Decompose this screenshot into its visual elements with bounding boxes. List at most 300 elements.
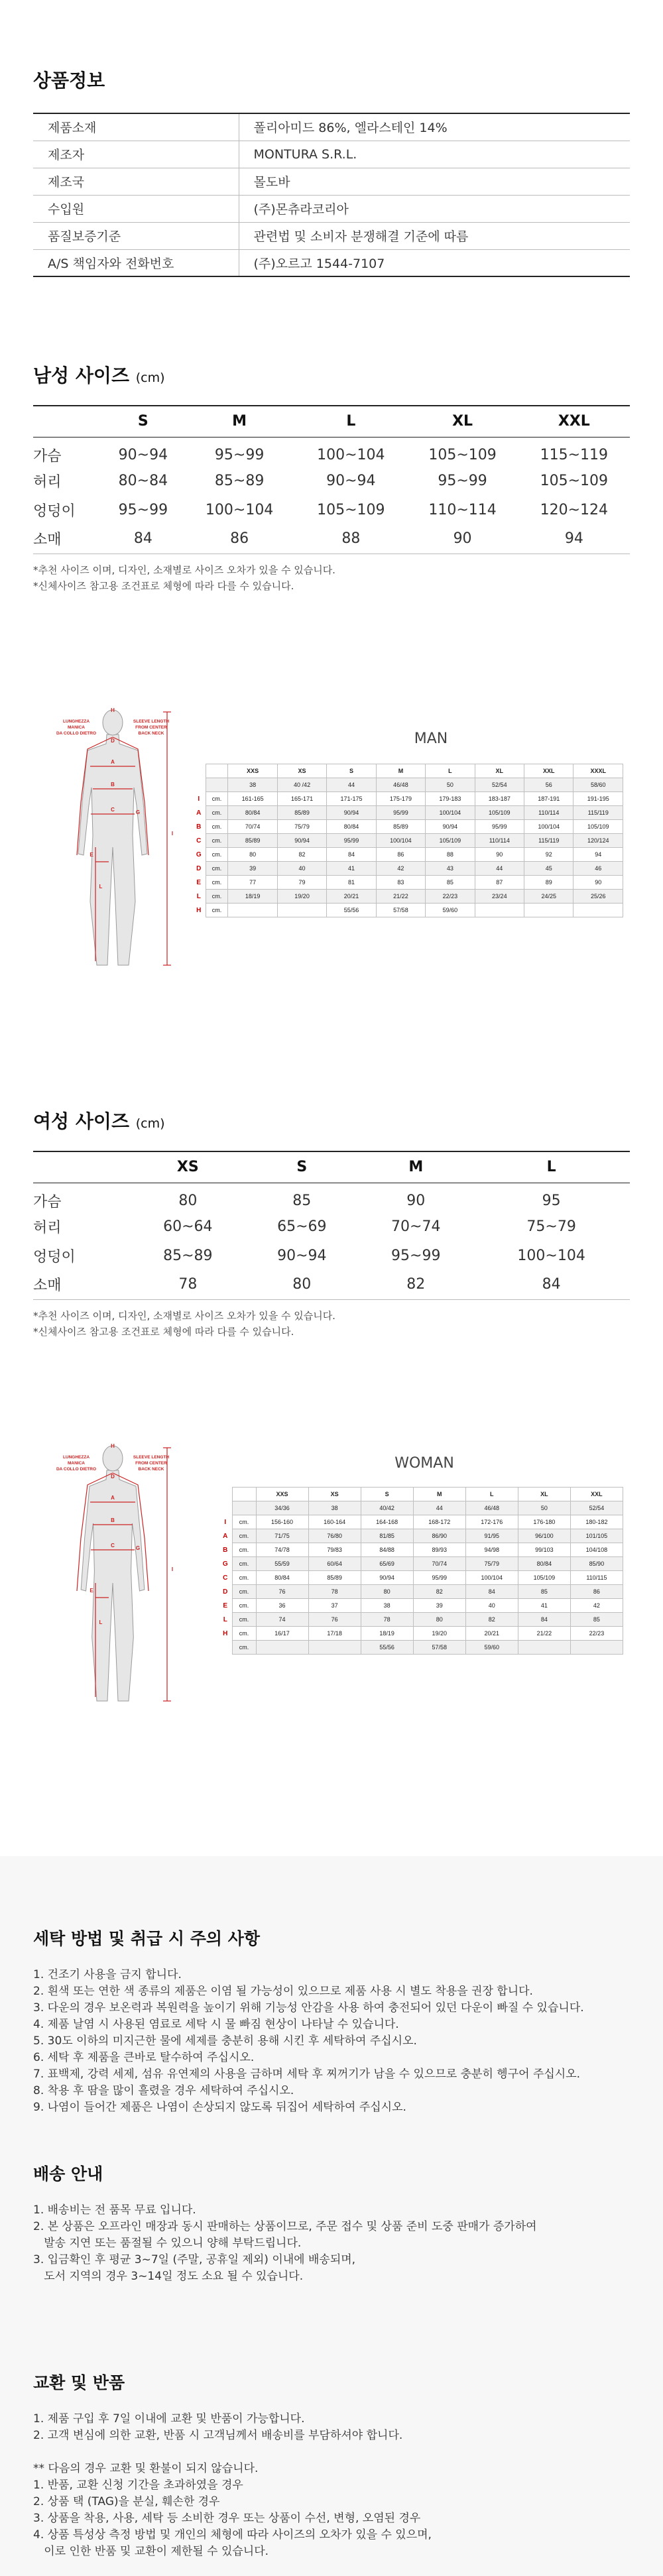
measure-row	[219, 1529, 623, 1543]
measure-cell: 56	[524, 778, 573, 792]
size-header-blank	[33, 406, 103, 437]
measure-cell: cm.	[232, 1599, 256, 1613]
product-info-section	[33, 66, 630, 277]
woman-measure-table	[219, 1487, 623, 1655]
measure-row	[219, 1543, 623, 1557]
measure-cell: 40	[277, 862, 326, 876]
men-size-diagram	[40, 703, 623, 981]
measure-cell: 176-180	[518, 1515, 570, 1529]
measure-cell: 187-191	[524, 792, 573, 806]
measure-cell: 45	[524, 862, 573, 876]
measure-row	[219, 1515, 623, 1529]
returns-section	[33, 2370, 636, 2560]
measure-cell: 85/89	[228, 834, 277, 848]
measure-cell: 94/98	[465, 1543, 518, 1557]
measure-letter: B	[111, 1517, 115, 1523]
measure-cell: 52/54	[475, 778, 524, 792]
measure-side-letter: L	[223, 1615, 227, 1623]
measure-cell: 19/20	[277, 890, 326, 904]
measure-row	[192, 848, 623, 862]
size-row	[33, 466, 630, 495]
measure-letter: B	[111, 782, 115, 788]
measure-cell: 105/109	[475, 806, 524, 820]
measure-cell: 95/99	[413, 1571, 465, 1585]
returns-title: 교환 및 반품	[33, 2373, 125, 2392]
measure-cell: 85	[518, 1585, 570, 1599]
woman-body-figure	[40, 1435, 186, 1714]
measure-side-letter	[219, 1641, 232, 1655]
measure-cell: 96/100	[518, 1529, 570, 1543]
size-cell: 110~114	[428, 501, 497, 518]
measure-header: L	[465, 1488, 518, 1501]
measure-letter: G	[135, 1545, 141, 1551]
shipping-title: 배송 안내	[33, 2164, 103, 2184]
size-header: XXL	[518, 406, 630, 437]
size-cell: 82	[359, 1270, 473, 1299]
measure-cell: cm.	[232, 1585, 256, 1599]
size-header-row	[33, 1151, 630, 1183]
measure-cell: 160-164	[308, 1515, 361, 1529]
measure-cell: 100/104	[524, 820, 573, 834]
measure-cell: 50	[426, 778, 475, 792]
product-info-key: 수입원	[33, 195, 239, 222]
size-cell: 100~104	[517, 1247, 585, 1264]
measure-cell: 110/114	[475, 834, 524, 848]
measure-cell: 104/108	[570, 1543, 623, 1557]
measure-cell: 18/19	[228, 890, 277, 904]
measure-cell: 24/25	[524, 890, 573, 904]
measure-cell: 161-165	[228, 792, 277, 806]
measure-cell: 105/109	[518, 1571, 570, 1585]
size-cell: 80	[178, 1192, 198, 1209]
measure-cell: 76/80	[308, 1529, 361, 1543]
measure-cell: 38	[308, 1501, 361, 1515]
measure-cell	[228, 904, 277, 917]
measure-cell	[524, 904, 573, 917]
women-size-notes	[33, 1308, 630, 1340]
measure-letter: I	[171, 831, 174, 837]
size-note-line: *추천 사이즈 이며, 디자인, 소재별로 사이즈 오차가 있을 수 있습니다.	[33, 563, 335, 576]
measure-cell: cm.	[206, 890, 228, 904]
size-cell: 85~89	[214, 472, 265, 489]
product-info-value: 몰도바	[239, 168, 630, 195]
size-cell: 94	[518, 524, 630, 554]
sleeve-caption-left: LUNGHEZZA	[62, 719, 90, 724]
product-info-value: MONTURA S.R.L.	[239, 141, 630, 168]
measure-cell: cm.	[206, 904, 228, 917]
measure-cell: 44	[475, 862, 524, 876]
measure-header: S	[361, 1488, 413, 1501]
measure-side-letter: I	[224, 1518, 227, 1526]
sleeve-caption-left: MANICA	[68, 725, 85, 730]
measure-cell: 179-183	[426, 792, 475, 806]
measure-row	[192, 820, 623, 834]
measure-cell: 90/94	[277, 834, 326, 848]
product-info-row	[33, 113, 630, 141]
measure-cell: 85/89	[376, 820, 425, 834]
measure-header: XXL	[570, 1488, 623, 1501]
size-row-label: 허리	[33, 473, 62, 491]
measure-side-letter: E	[223, 1602, 228, 1610]
measure-cell: 43	[426, 862, 475, 876]
size-row	[33, 437, 630, 466]
measure-header: XS	[308, 1488, 361, 1501]
measure-cell: 80/84	[518, 1557, 570, 1571]
measure-cell: 34/36	[256, 1501, 308, 1515]
measure-cell: cm.	[232, 1571, 256, 1585]
measure-letter: H	[111, 1443, 115, 1449]
women-size-table	[33, 1151, 630, 1300]
product-info-row	[33, 222, 630, 249]
measure-cell: 87	[475, 876, 524, 890]
measure-cell: 101/105	[570, 1529, 623, 1543]
product-info-value: (주)오르고 1544-7107	[239, 249, 630, 276]
measure-cell: 59/60	[465, 1641, 518, 1655]
measure-cell: 90	[573, 876, 623, 890]
size-cell: 65~69	[277, 1218, 327, 1235]
size-cell: 75~79	[526, 1218, 576, 1235]
product-info-value: (주)몬츄라코리아	[239, 195, 630, 222]
size-header: XS	[131, 1151, 245, 1183]
measure-cell: 115/119	[573, 806, 623, 820]
measure-cell	[475, 904, 524, 917]
sleeve-caption-left: MANICA	[68, 1461, 85, 1466]
measure-cell: 78	[361, 1613, 413, 1627]
measure-cell: 57/58	[376, 904, 425, 917]
measure-cell: 99/103	[518, 1543, 570, 1557]
measure-cell: 86	[570, 1585, 623, 1599]
measure-side-letter: E	[196, 878, 202, 886]
size-note-line: *추천 사이즈 이며, 디자인, 소재별로 사이즈 오차가 있을 수 있습니다.	[33, 1309, 335, 1322]
measure-letter: A	[111, 759, 115, 765]
measure-cell: 70/74	[228, 820, 277, 834]
measure-cell: 50	[518, 1501, 570, 1515]
product-info-key: A/S 책임자와 전화번호	[33, 249, 239, 276]
measure-cell: 85	[570, 1613, 623, 1627]
measure-cell: 20/21	[465, 1627, 518, 1641]
size-cell: 60~64	[163, 1218, 213, 1235]
measure-cell: 36	[256, 1599, 308, 1613]
measure-side-letter: D	[223, 1588, 228, 1596]
measure-cell: 165-171	[277, 792, 326, 806]
measure-side-letter: G	[222, 1560, 228, 1568]
measure-cell: 110/114	[524, 806, 573, 820]
measure-header: XXL	[524, 764, 573, 778]
size-cell: 95~99	[118, 501, 168, 518]
size-cell: 100~104	[205, 501, 274, 518]
measure-side-letter: B	[196, 823, 202, 831]
measure-cell: 89	[524, 876, 573, 890]
measure-cell: cm.	[206, 806, 228, 820]
measure-letter: H	[111, 707, 115, 713]
measure-cell: cm.	[206, 792, 228, 806]
measure-cell: cm.	[232, 1557, 256, 1571]
size-header: S	[245, 1151, 359, 1183]
measure-cell	[570, 1641, 623, 1655]
measure-letter: E	[90, 1588, 93, 1594]
size-cell: 80~84	[118, 472, 168, 489]
measure-cell	[518, 1641, 570, 1655]
size-cell: 105~109	[428, 446, 497, 463]
size-cell: 95~99	[214, 446, 265, 463]
measure-cell: 44	[327, 778, 376, 792]
measure-cell: 16/17	[256, 1627, 308, 1641]
measure-side-letter: A	[223, 1532, 228, 1540]
measure-cell: 105/109	[573, 820, 623, 834]
measure-row	[192, 806, 623, 820]
measure-cell: 95/99	[376, 806, 425, 820]
size-header: S	[103, 406, 184, 437]
sleeve-caption-right: FROM CENTER	[135, 1461, 167, 1466]
women-size-unit: (cm)	[135, 1116, 165, 1131]
measure-cell: 80	[361, 1585, 413, 1599]
measure-cell: 38	[361, 1599, 413, 1613]
measure-cell: 44	[413, 1501, 465, 1515]
measure-cell: 41	[327, 862, 376, 876]
size-cell: 84	[103, 524, 184, 554]
measure-cell: 70/74	[413, 1557, 465, 1571]
man-measure-table	[192, 764, 623, 917]
size-row	[33, 524, 630, 554]
measure-header-row	[192, 764, 623, 778]
measure-header: XL	[475, 764, 524, 778]
measure-cell: 46/48	[376, 778, 425, 792]
measure-cell: 180-182	[570, 1515, 623, 1529]
measure-cell: 88	[426, 848, 475, 862]
measure-row	[192, 862, 623, 876]
measure-cell: cm.	[206, 862, 228, 876]
measure-cell: 79	[277, 876, 326, 890]
product-info-key: 제조자	[33, 141, 239, 168]
size-row-label: 엉덩이	[33, 502, 76, 520]
measure-cell: 40	[465, 1599, 518, 1613]
size-row-label: 허리	[33, 1219, 62, 1236]
measure-header: M	[376, 764, 425, 778]
measure-side-letter: C	[223, 1574, 228, 1582]
measure-cell: 83	[376, 876, 425, 890]
size-note-line: *신체사이즈 참고용 조건표로 체형에 따라 다를 수 있습니다.	[33, 1325, 294, 1338]
size-cell: 95	[542, 1192, 561, 1209]
measure-side-letter: C	[196, 837, 202, 845]
women-size-diagram	[40, 1435, 623, 1733]
product-info-row	[33, 141, 630, 168]
body-outline-shape	[78, 734, 147, 965]
measure-header: XS	[277, 764, 326, 778]
measure-cell: 164-168	[361, 1515, 413, 1529]
measure-cell: 95/99	[475, 820, 524, 834]
measure-letter: D	[111, 1474, 115, 1480]
measure-header: M	[413, 1488, 465, 1501]
measure-cell: 175-179	[376, 792, 425, 806]
care-title: 세탁 방법 및 취급 시 주의 사항	[33, 1929, 261, 1948]
sleeve-caption-right: FROM CENTER	[135, 725, 167, 730]
size-cell: 90~94	[118, 446, 168, 463]
care-section	[33, 1926, 636, 2116]
measure-cell: cm.	[232, 1627, 256, 1641]
measure-letter: E	[90, 852, 93, 858]
product-info-row	[33, 195, 630, 222]
measure-cell: 90/94	[327, 806, 376, 820]
size-cell: 86	[184, 524, 295, 554]
product-info-key: 제품소재	[33, 113, 239, 141]
size-row-label: 엉덩이	[33, 1248, 76, 1265]
measure-cell: 85/89	[308, 1571, 361, 1585]
measure-cell: 80/84	[228, 806, 277, 820]
measure-side-letter: L	[196, 892, 201, 900]
measure-row	[219, 1613, 623, 1627]
measure-cell: 85	[426, 876, 475, 890]
measure-cell: cm.	[232, 1529, 256, 1543]
measure-side-letter: A	[196, 809, 202, 817]
measure-row	[192, 890, 623, 904]
men-size-table	[33, 405, 630, 554]
product-info-title: 상품정보	[33, 70, 105, 91]
product-info-row	[33, 249, 630, 276]
measure-side-letter: G	[196, 850, 202, 858]
women-size-section	[33, 1107, 630, 1340]
measure-row	[192, 904, 623, 917]
size-header-row	[33, 406, 630, 437]
measure-cell: 42	[570, 1599, 623, 1613]
measure-row	[219, 1627, 623, 1641]
size-cell: 95~99	[391, 1247, 441, 1264]
measure-row	[192, 876, 623, 890]
measure-cell: 94	[573, 848, 623, 862]
measure-cell: cm.	[232, 1543, 256, 1557]
size-cell: 85	[292, 1192, 312, 1209]
measure-cell: 22/23	[570, 1627, 623, 1641]
shipping-section	[33, 2161, 636, 2285]
measure-cell: 58/60	[573, 778, 623, 792]
measure-cell: 38	[228, 778, 277, 792]
measure-row	[219, 1557, 623, 1571]
measure-cell: 95/99	[327, 834, 376, 848]
measure-cell: 84	[465, 1585, 518, 1599]
measure-cell: 74/78	[256, 1543, 308, 1557]
measure-header: S	[327, 764, 376, 778]
shipping-text: 1. 배송비는 전 품목 무료 입니다. 2. 본 상품은 오프라인 매장과 동시 판매하는 상품이므로, 주문 접수 및 상품 준비 도중 판매가 증가하여 발송 지연 또는 품절될 수 있으니 양해 부탁드립니다. 3. 입금확인 후 평균 3~7일 (주말, 공휴일 제외) 이내에 배송되며, 도서 지역의 경우 3~14일 정도 소요 될 수 있습니다.	[33, 2203, 537, 2283]
measure-cell: 183-187	[475, 792, 524, 806]
measure-cell: 39	[228, 862, 277, 876]
size-row	[33, 1212, 630, 1241]
measure-cell: 89/93	[413, 1543, 465, 1557]
measure-cell: cm.	[206, 834, 228, 848]
measure-cell: 82	[465, 1613, 518, 1627]
size-cell: 95~99	[438, 472, 487, 489]
measure-row	[219, 1585, 623, 1599]
sleeve-caption-left: DA COLLO DIETRO	[56, 731, 97, 736]
sleeve-caption-left: LUNGHEZZA	[62, 1455, 90, 1460]
measure-header: XXXL	[573, 764, 623, 778]
size-row	[33, 1241, 630, 1270]
measure-cell: 90/94	[426, 820, 475, 834]
measure-letter: L	[99, 884, 103, 890]
measure-letter: L	[99, 1619, 103, 1625]
measure-header	[206, 764, 228, 778]
measure-cell: 90	[475, 848, 524, 862]
measure-side-letter: B	[223, 1546, 228, 1554]
size-cell: 88	[295, 524, 406, 554]
measure-cell: 191-195	[573, 792, 623, 806]
measure-cell: 86/90	[413, 1529, 465, 1543]
measure-cell	[277, 904, 326, 917]
size-cell: 90	[406, 524, 518, 554]
size-cell: 105~109	[540, 472, 609, 489]
measure-cell: 75/79	[465, 1557, 518, 1571]
measure-header: L	[426, 764, 475, 778]
measure-letter: G	[135, 809, 141, 815]
measure-header: XXS	[256, 1488, 308, 1501]
measure-letter: A	[111, 1495, 115, 1501]
size-row	[33, 1183, 630, 1212]
head-shape	[103, 1446, 123, 1471]
measure-cell: 76	[256, 1585, 308, 1599]
head-shape	[103, 710, 123, 735]
measure-cell: cm.	[206, 820, 228, 834]
measure-cell: 40/42	[361, 1501, 413, 1515]
body-outline-shape	[81, 1470, 145, 1701]
size-cell: 90~94	[326, 472, 376, 489]
measure-header: XXS	[228, 764, 277, 778]
size-cell: 80	[245, 1270, 359, 1299]
measure-cell: 82	[413, 1585, 465, 1599]
size-cell: 120~124	[540, 501, 609, 518]
measure-cell: 81/85	[361, 1529, 413, 1543]
size-cell: 90~94	[277, 1247, 327, 1264]
measure-cell: 25/26	[573, 890, 623, 904]
measure-row	[192, 792, 623, 806]
men-size-unit: (cm)	[135, 371, 165, 385]
size-row	[33, 495, 630, 524]
measure-cell: 84/88	[361, 1543, 413, 1557]
measure-cell: 172-176	[465, 1515, 518, 1529]
measure-cell: 23/24	[475, 890, 524, 904]
measure-cell: 100/104	[426, 806, 475, 820]
measure-cell: 39	[413, 1599, 465, 1613]
measure-cell: 115/119	[524, 834, 573, 848]
measure-cell: 19/20	[413, 1627, 465, 1641]
measure-cell: 100/104	[376, 834, 425, 848]
measure-cell: 46/48	[465, 1501, 518, 1515]
measure-side-letter: H	[196, 906, 202, 914]
measure-cell: 92	[524, 848, 573, 862]
measure-cell: 80	[413, 1613, 465, 1627]
sleeve-caption-right: SLEEVE LENGTH	[133, 1455, 170, 1460]
size-cell: 70~74	[391, 1218, 441, 1235]
measure-cell: cm.	[206, 876, 228, 890]
size-cell: 85~89	[163, 1247, 213, 1264]
measure-row	[192, 778, 623, 792]
man-diagram-title: MAN	[414, 731, 448, 747]
measure-cell: 55/59	[256, 1557, 308, 1571]
measure-row	[219, 1571, 623, 1585]
product-info-value: 관련법 및 소비자 분쟁해결 기준에 따름	[239, 222, 630, 249]
measure-cell: 80/84	[327, 820, 376, 834]
measure-cell: cm.	[232, 1613, 256, 1627]
measure-cell: cm.	[232, 1515, 256, 1529]
measure-cell: 82	[277, 848, 326, 862]
measure-cell: 37	[308, 1599, 361, 1613]
measure-cell: 71/75	[256, 1529, 308, 1543]
measure-cell: 22/23	[426, 890, 475, 904]
measure-letter: I	[171, 1566, 174, 1572]
measure-cell	[232, 1501, 256, 1515]
sleeve-caption-right: BACK NECK	[138, 1467, 164, 1472]
size-header: M	[359, 1151, 473, 1183]
size-header-blank	[33, 1151, 131, 1183]
measure-cell: 81	[327, 876, 376, 890]
measure-cell: 85/89	[277, 806, 326, 820]
